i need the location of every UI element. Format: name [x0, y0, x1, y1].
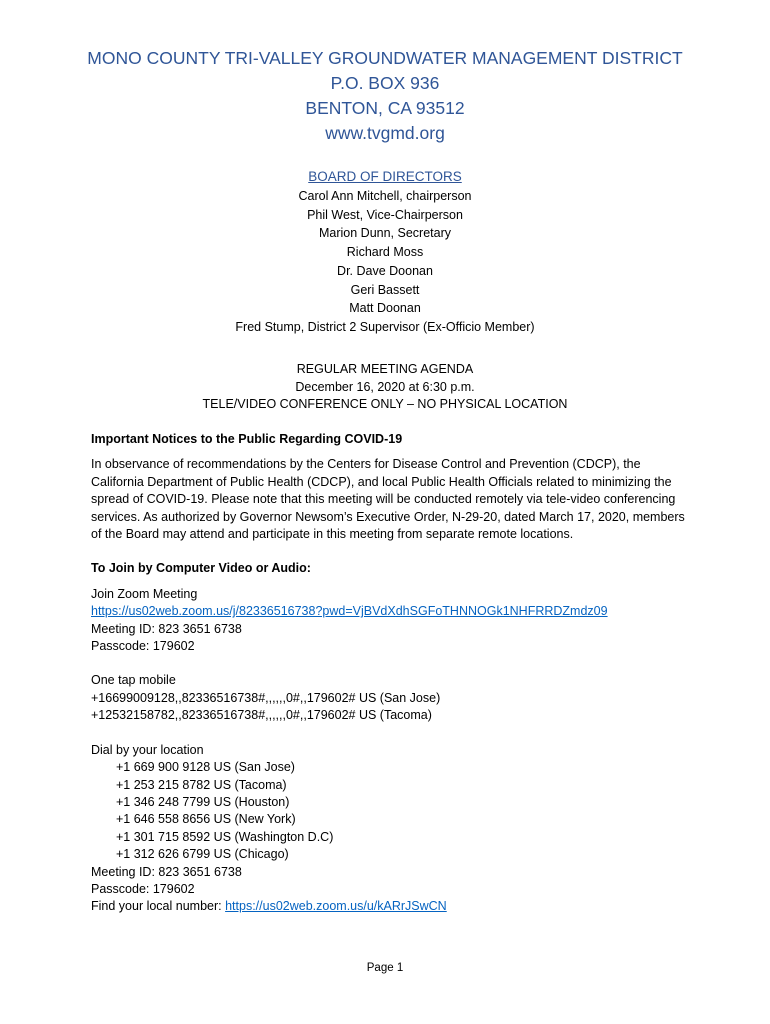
local-number-line	[91, 898, 691, 915]
dial-number: +1 301 715 8592 US (Washington D.C)	[116, 829, 334, 844]
agenda-date: December 16, 2020 at 6:30 p.m.	[295, 379, 475, 394]
meeting-id: Meeting ID: 823 3651 6738	[91, 621, 242, 636]
document-body	[91, 431, 691, 916]
board-of-directors	[0, 166, 770, 337]
board-member: Phil West, Vice-Chairperson	[307, 207, 463, 222]
local-number-link[interactable]: https://us02web.zoom.us/u/kARrJSwCN	[225, 899, 447, 914]
dial-number: +1 346 248 7799 US (Houston)	[116, 794, 290, 809]
notice-heading: Important Notices to the Public Regarding COVID-19	[91, 432, 403, 446]
join-heading: To Join by Computer Video or Audio:	[91, 561, 311, 576]
agenda-title: REGULAR MEETING AGENDA	[296, 362, 474, 376]
board-heading: BOARD OF DIRECTORS	[308, 169, 462, 184]
one-tap-number: +16699009128,,82336516738#,,,,,,0#,,179602# US (San Jose)	[91, 690, 441, 705]
dial-meeting-id: Meeting ID: 823 3651 6738	[91, 864, 242, 879]
org-name: MONO COUNTY TRI-VALLEY GROUNDWATER MANAGEMENT DISTRICT	[87, 48, 683, 68]
board-member: Fred Stump, District 2 Supervisor (Ex-Officio Member)	[235, 319, 535, 334]
passcode: Passcode: 179602	[91, 639, 195, 654]
dial-number: +1 669 900 9128 US (San Jose)	[116, 760, 295, 775]
dial-passcode: Passcode: 179602	[91, 881, 195, 896]
dial-number: +1 253 215 8782 US (Tacoma)	[116, 777, 287, 792]
one-tap-heading: One tap mobile	[91, 673, 176, 688]
board-member: Dr. Dave Doonan	[337, 263, 433, 278]
board-member: Richard Moss	[346, 245, 424, 260]
dial-number: +1 646 558 8656 US (New York)	[116, 812, 296, 827]
notice-paragraph: In observance of recommendations by the Centers for Disease Control and Prevention (CDCP), the California Department of Public Health (CDCP), and local Public Health Officials related to minimizing the spread of COVID-19. Please note that this meeting will be conducted remotely via tele-video conferencing services. As authorized by Governor Newsom’s Executive Order, N-29-20, dated March 17, 2020, members of the Board may attend and participate in this meeting from separate remote locations.	[91, 457, 685, 542]
dial-heading: Dial by your location	[91, 742, 204, 757]
zoom-meeting-link[interactable]: https://us02web.zoom.us/j/82336516738?pwd=VjBVdXdhSGFoTHNNOGk1NHFRRDZmdz09	[91, 604, 608, 619]
board-member: Matt Doonan	[349, 301, 421, 316]
zoom-label: Join Zoom Meeting	[91, 586, 198, 601]
city-address: BENTON, CA 93512	[305, 98, 465, 118]
local-number-label: Find your local number:	[91, 899, 226, 914]
website: www.tvgmd.org	[325, 123, 445, 143]
dial-number: +1 312 626 6799 US (Chicago)	[116, 847, 289, 862]
letterhead	[0, 46, 770, 146]
board-member: Carol Ann Mitchell, chairperson	[298, 189, 472, 203]
board-member: Marion Dunn, Secretary	[318, 226, 451, 241]
one-tap-number: +12532158782,,82336516738#,,,,,,0#,,179602# US (Tacoma)	[91, 708, 432, 723]
po-box: P.O. BOX 936	[330, 73, 440, 93]
page-number: Page 1	[366, 962, 404, 974]
agenda-header	[0, 361, 770, 414]
board-member: Geri Bassett	[350, 282, 420, 297]
agenda-location: TELE/VIDEO CONFERENCE ONLY – NO PHYSICAL LOCATION	[202, 397, 568, 411]
